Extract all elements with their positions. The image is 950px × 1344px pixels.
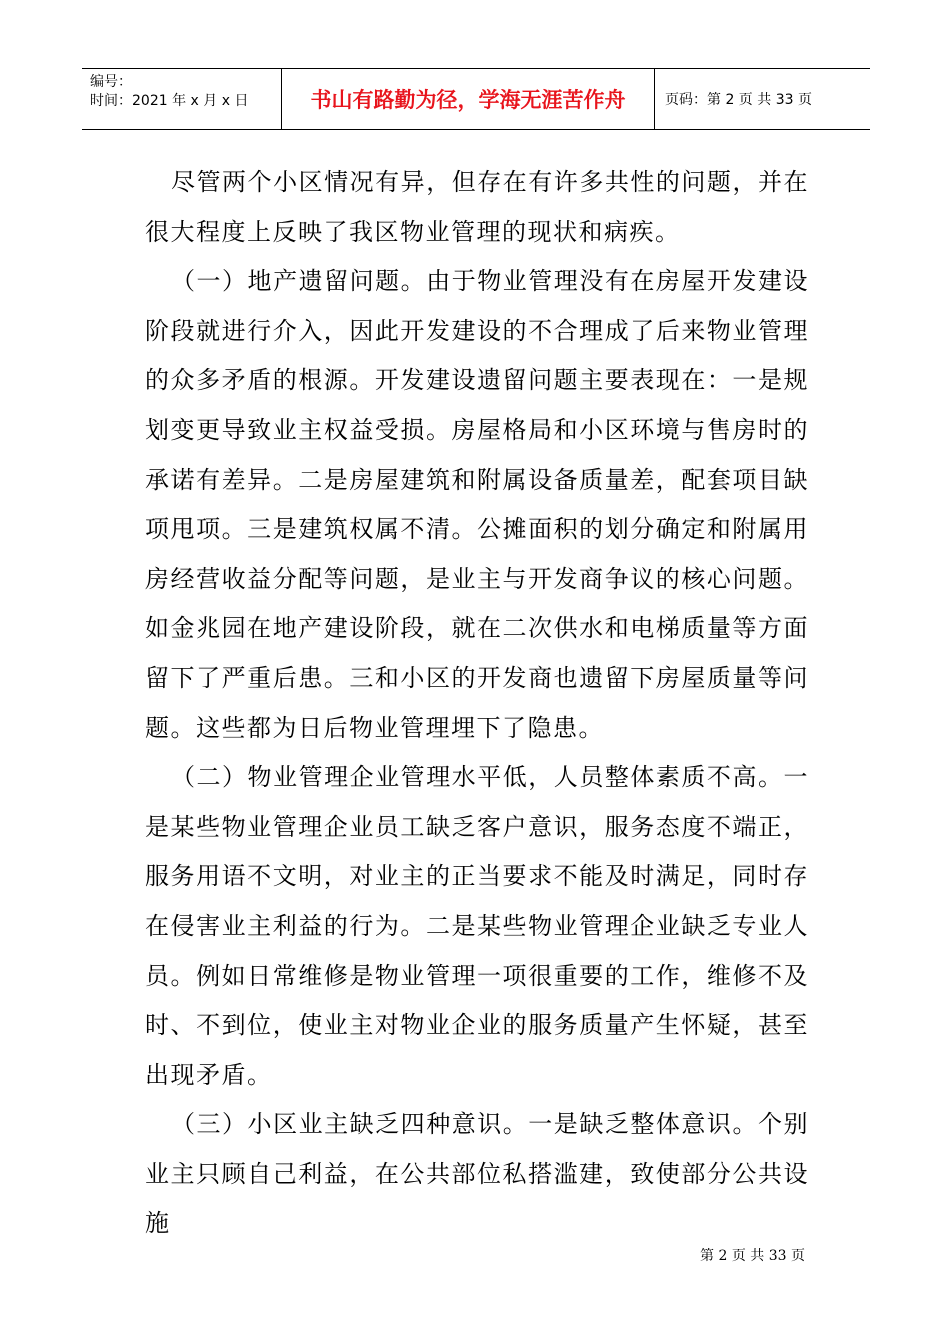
document-body [145,158,809,1249]
header-page-number: 页码：第 2 页 共 33 页 [665,92,812,108]
header-motto: 书山有路勤为径，学海无涯苦作舟 [282,69,655,129]
body-paragraph: （二）物业管理企业管理水平低，人员整体素质不高。一是某些物业管理企业员工缺乏客户意识，服务态度不端正，服务用语不文明，对业主的正当要求不能及时满足，同时存在侵害业主利益的行为。二是某些物业管理企业缺乏专业人员。例如日常维修是物业管理一项很重要的工作，维修不及时、不到位，使业主对物业企业的服务质量产生怀疑，甚至出现矛盾。 [145,763,809,1089]
header-meta [82,69,282,129]
page-footer: 第 2 页 共 33 页 [700,1248,805,1264]
body-paragraph: （一）地产遗留问题。由于物业管理没有在房屋开发建设阶段就进行介入，因此开发建设的不合理成了后来物业管理的众多矛盾的根源。开发建设遗留问题主要表现在：一是规划变更导致业主权益受损。房屋格局和小区环境与售房时的承诺有差异。二是房屋建筑和附属设备质量差，配套项目缺项甩项。三是建筑权属不清。公摊面积的划分确定和附属用房经营收益分配等问题，是业主与开发商争议的核心问题。如金兆园在地产建设阶段，就在二次供水和电梯质量等方面留下了严重后患。三和小区的开发商也遗留下房屋质量等问题。这些都为日后物业管理埋下了隐患。 [145,267,809,742]
body-paragraph: （三）小区业主缺乏四种意识。一是缺乏整体意识。个别业主只顾自己利益，在公共部位私搭滥建，致使部分公共设施 [145,1110,809,1238]
page-header [82,68,870,130]
document-time-label: 时间：2021 年 x 月 x 日 [90,93,249,109]
body-paragraph: 尽管两个小区情况有异，但存在有许多共性的问题，并在很大程度上反映了我区物业管理的现状和病疾。 [145,168,809,246]
document-number-label: 编号： [90,74,132,90]
